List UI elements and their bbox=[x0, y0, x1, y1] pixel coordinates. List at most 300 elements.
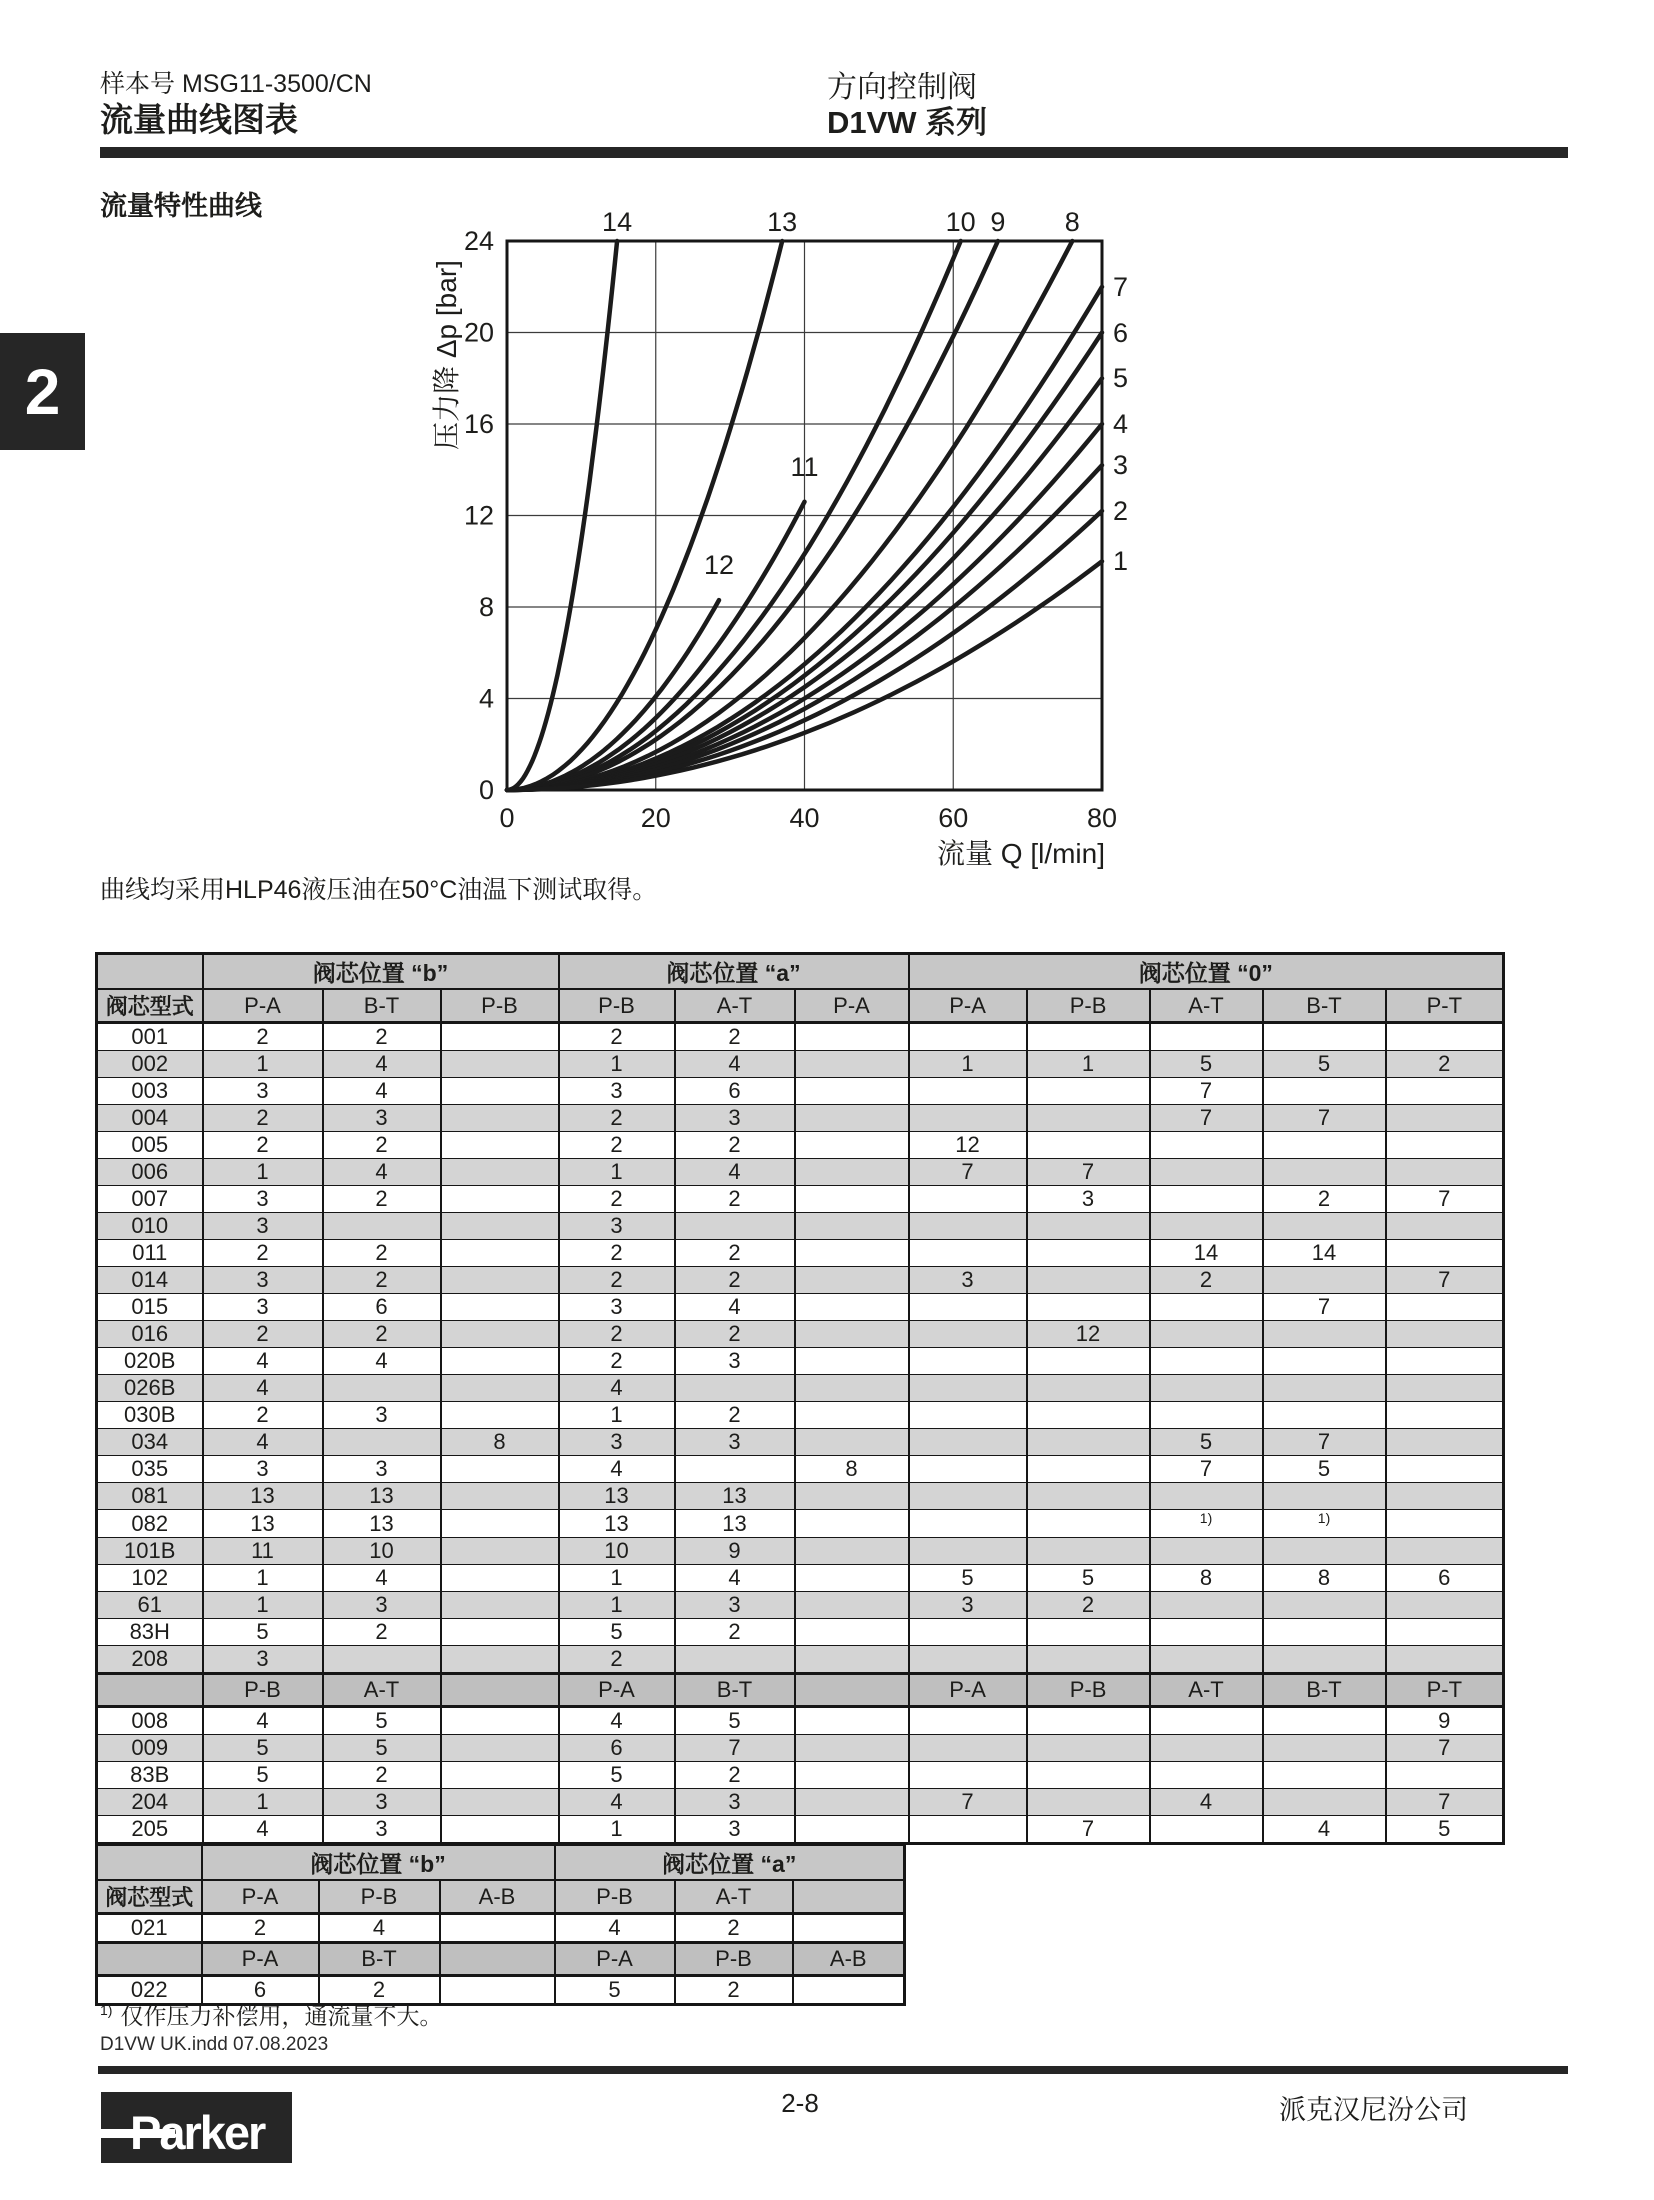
column-header: P-B bbox=[319, 1880, 440, 1914]
value-cell bbox=[795, 1375, 909, 1402]
spool-model: 004 bbox=[97, 1105, 203, 1132]
chapter-number: 2 bbox=[24, 355, 61, 428]
value-cell: 2 bbox=[323, 1321, 441, 1348]
value-cell: 4 bbox=[675, 1051, 795, 1078]
value-cell: 8 bbox=[1263, 1565, 1386, 1592]
value-cell bbox=[909, 1105, 1027, 1132]
table-section-2 bbox=[97, 1707, 1504, 1844]
spool-model: 003 bbox=[97, 1078, 203, 1105]
svg-text:2: 2 bbox=[1113, 496, 1129, 526]
group-header-a: 阀芯位置 “a” bbox=[559, 954, 909, 990]
value-cell bbox=[1027, 1619, 1150, 1646]
value-cell bbox=[795, 1619, 909, 1646]
value-cell bbox=[795, 1707, 909, 1735]
value-cell: 7 bbox=[1386, 1186, 1504, 1213]
value-cell bbox=[1027, 1456, 1150, 1483]
value-cell: 1 bbox=[559, 1565, 675, 1592]
value-cell: 3 bbox=[203, 1456, 323, 1483]
value-cell bbox=[795, 1483, 909, 1510]
value-cell: 2 bbox=[559, 1267, 675, 1294]
value-cell: 4 bbox=[675, 1159, 795, 1186]
value-cell: 5 bbox=[1263, 1051, 1386, 1078]
value-cell bbox=[909, 1646, 1027, 1674]
table-group-header-row bbox=[97, 954, 1504, 990]
table-row bbox=[97, 1707, 1504, 1735]
value-cell: 7 bbox=[1027, 1816, 1150, 1844]
value-cell: 2 bbox=[323, 1240, 441, 1267]
value-cell: 3 bbox=[323, 1592, 441, 1619]
svg-text:0: 0 bbox=[499, 803, 515, 833]
value-cell: 13 bbox=[323, 1510, 441, 1538]
value-cell bbox=[441, 1375, 559, 1402]
value-cell: 2 bbox=[319, 1976, 440, 2005]
value-cell: 4 bbox=[323, 1051, 441, 1078]
value-cell: 4 bbox=[203, 1707, 323, 1735]
value-cell bbox=[909, 1707, 1027, 1735]
value-cell bbox=[795, 1429, 909, 1456]
value-cell bbox=[795, 1592, 909, 1619]
footnote-marker: 1) bbox=[100, 2002, 113, 2019]
svg-text:7: 7 bbox=[1113, 272, 1129, 302]
series-name: D1VW 系列 bbox=[827, 105, 988, 140]
table-row bbox=[97, 1429, 1504, 1456]
value-cell bbox=[1386, 1132, 1504, 1159]
value-cell bbox=[795, 1186, 909, 1213]
value-cell bbox=[909, 1538, 1027, 1565]
value-cell: 2 bbox=[559, 1240, 675, 1267]
value-cell bbox=[1027, 1789, 1150, 1816]
value-cell: 3 bbox=[675, 1348, 795, 1375]
blank-cell bbox=[97, 1845, 202, 1881]
value-cell bbox=[795, 1735, 909, 1762]
spool-model: 204 bbox=[97, 1789, 203, 1816]
svg-text:24: 24 bbox=[463, 226, 494, 256]
spool-model: 006 bbox=[97, 1159, 203, 1186]
value-cell: 13 bbox=[675, 1510, 795, 1538]
value-cell bbox=[1263, 1735, 1386, 1762]
value-cell: 6 bbox=[559, 1735, 675, 1762]
svg-text:10: 10 bbox=[945, 207, 976, 237]
value-cell bbox=[909, 1429, 1027, 1456]
svg-text:4: 4 bbox=[478, 683, 494, 714]
value-cell bbox=[795, 1132, 909, 1159]
value-cell bbox=[1263, 1592, 1386, 1619]
table2-column-header-row bbox=[97, 1880, 905, 1914]
value-cell bbox=[1150, 1321, 1263, 1348]
value-cell: 10 bbox=[559, 1538, 675, 1565]
value-cell bbox=[441, 1592, 559, 1619]
value-cell: 3 bbox=[323, 1816, 441, 1844]
value-cell: 13 bbox=[203, 1510, 323, 1538]
column-header: A-B bbox=[440, 1880, 555, 1914]
value-cell: 7 bbox=[909, 1159, 1027, 1186]
column-header: B-T bbox=[319, 1943, 440, 1976]
value-cell: 2 bbox=[1027, 1592, 1150, 1619]
test-condition-note: 曲线均采用HLP46液压油在50°C油温下测试取得。 bbox=[100, 876, 658, 904]
value-cell bbox=[1027, 1735, 1150, 1762]
value-cell bbox=[441, 1132, 559, 1159]
value-cell bbox=[1027, 1510, 1150, 1538]
spool-model: 014 bbox=[97, 1267, 203, 1294]
value-cell: 5 bbox=[909, 1565, 1027, 1592]
value-cell bbox=[441, 1789, 559, 1816]
value-cell: 6 bbox=[202, 1976, 319, 2005]
value-cell bbox=[795, 1294, 909, 1321]
value-cell bbox=[1386, 1240, 1504, 1267]
value-cell bbox=[441, 1483, 559, 1510]
value-cell: 2 bbox=[1386, 1051, 1504, 1078]
curve-labels bbox=[602, 207, 1128, 580]
value-cell bbox=[1027, 1707, 1150, 1735]
value-cell: 3 bbox=[675, 1816, 795, 1844]
value-cell bbox=[909, 1186, 1027, 1213]
table-row bbox=[97, 1592, 1504, 1619]
column-header bbox=[97, 1943, 202, 1976]
value-cell bbox=[1027, 1483, 1150, 1510]
value-cell bbox=[1027, 1213, 1150, 1240]
value-cell: 4 bbox=[203, 1375, 323, 1402]
value-cell: 7 bbox=[1263, 1105, 1386, 1132]
value-cell bbox=[1263, 1023, 1386, 1051]
table-row bbox=[97, 1402, 1504, 1429]
value-cell bbox=[1386, 1294, 1504, 1321]
value-cell: 1 bbox=[559, 1159, 675, 1186]
value-cell bbox=[323, 1213, 441, 1240]
column-header: B-T bbox=[675, 1674, 795, 1707]
spool-model: 035 bbox=[97, 1456, 203, 1483]
value-cell bbox=[1263, 1375, 1386, 1402]
value-cell bbox=[441, 1159, 559, 1186]
svg-text:20: 20 bbox=[463, 317, 494, 348]
value-cell: 4 bbox=[675, 1565, 795, 1592]
value-cell bbox=[795, 1402, 909, 1429]
table-mid-header bbox=[97, 1674, 1504, 1707]
table-row bbox=[97, 1914, 905, 1943]
value-cell: 1) bbox=[1263, 1510, 1386, 1538]
value-cell: 6 bbox=[1386, 1565, 1504, 1592]
value-cell bbox=[909, 1619, 1027, 1646]
value-cell bbox=[323, 1429, 441, 1456]
value-cell bbox=[1150, 1348, 1263, 1375]
value-cell: 2 bbox=[323, 1186, 441, 1213]
value-cell bbox=[1386, 1456, 1504, 1483]
spool-model: 021 bbox=[97, 1914, 202, 1943]
value-cell bbox=[441, 1240, 559, 1267]
value-cell: 1 bbox=[203, 1565, 323, 1592]
value-cell bbox=[909, 1456, 1027, 1483]
value-cell: 2 bbox=[675, 1976, 793, 2005]
value-cell bbox=[909, 1402, 1027, 1429]
mid-header-row bbox=[97, 1943, 905, 1976]
section-title: 流量特性曲线 bbox=[100, 191, 262, 221]
value-cell bbox=[1263, 1321, 1386, 1348]
value-cell: 4 bbox=[323, 1159, 441, 1186]
value-cell: 2 bbox=[675, 1240, 795, 1267]
spool-type-header: 阀芯型式 bbox=[97, 1880, 202, 1914]
column-header bbox=[441, 1674, 559, 1707]
value-cell bbox=[1150, 1294, 1263, 1321]
group-header-b: 阀芯位置 “b” bbox=[203, 954, 559, 990]
value-cell: 1 bbox=[203, 1592, 323, 1619]
value-cell bbox=[1263, 1132, 1386, 1159]
value-cell: 2 bbox=[675, 1186, 795, 1213]
value-cell bbox=[1263, 1646, 1386, 1674]
value-cell bbox=[909, 1735, 1027, 1762]
column-header: P-B bbox=[1027, 989, 1150, 1023]
catalog-number: 样本号 MSG11-3500/CN bbox=[100, 70, 372, 98]
value-cell: 12 bbox=[1027, 1321, 1150, 1348]
value-cell: 1 bbox=[559, 1402, 675, 1429]
value-cell: 2 bbox=[323, 1023, 441, 1051]
value-cell: 4 bbox=[319, 1914, 440, 1943]
table-row bbox=[97, 1456, 1504, 1483]
value-cell: 2 bbox=[323, 1762, 441, 1789]
value-cell: 7 bbox=[1027, 1159, 1150, 1186]
value-cell: 4 bbox=[559, 1375, 675, 1402]
value-cell: 12 bbox=[909, 1132, 1027, 1159]
spool-model: 022 bbox=[97, 1976, 202, 2005]
value-cell: 3 bbox=[1027, 1186, 1150, 1213]
value-cell bbox=[1150, 1159, 1263, 1186]
value-cell bbox=[1150, 1213, 1263, 1240]
value-cell bbox=[1027, 1105, 1150, 1132]
value-cell bbox=[441, 1321, 559, 1348]
svg-text:4: 4 bbox=[1113, 409, 1129, 439]
value-cell bbox=[1150, 1483, 1263, 1510]
value-cell: 3 bbox=[675, 1592, 795, 1619]
value-cell: 3 bbox=[323, 1105, 441, 1132]
value-cell: 2 bbox=[203, 1321, 323, 1348]
footnote-text: 仅作压力补偿用，通流量不大。 bbox=[120, 2003, 443, 2029]
value-cell bbox=[675, 1456, 795, 1483]
group-header-b: 阀芯位置 “b” bbox=[202, 1845, 555, 1881]
value-cell: 2 bbox=[559, 1321, 675, 1348]
column-header: P-B bbox=[675, 1943, 793, 1976]
svg-text:20: 20 bbox=[640, 803, 671, 833]
table-row bbox=[97, 1646, 1504, 1674]
value-cell: 2 bbox=[203, 1240, 323, 1267]
value-cell: 8 bbox=[441, 1429, 559, 1456]
value-cell: 5 bbox=[1386, 1816, 1504, 1844]
value-cell: 8 bbox=[795, 1456, 909, 1483]
svg-text:流量 Q [l/min]: 流量 Q [l/min] bbox=[936, 838, 1105, 869]
value-cell: 4 bbox=[323, 1565, 441, 1592]
svg-text:11: 11 bbox=[790, 452, 819, 482]
parker-logo bbox=[101, 2092, 292, 2163]
column-header: P-B bbox=[559, 989, 675, 1023]
table-row bbox=[97, 1510, 1504, 1538]
value-cell: 5 bbox=[559, 1762, 675, 1789]
value-cell bbox=[1386, 1375, 1504, 1402]
value-cell: 2 bbox=[203, 1402, 323, 1429]
value-cell: 2 bbox=[202, 1914, 319, 1943]
value-cell: 5 bbox=[675, 1707, 795, 1735]
value-cell bbox=[1150, 1707, 1263, 1735]
value-cell: 4 bbox=[559, 1789, 675, 1816]
value-cell bbox=[909, 1762, 1027, 1789]
value-cell: 2 bbox=[559, 1132, 675, 1159]
value-cell bbox=[909, 1816, 1027, 1844]
svg-text:12: 12 bbox=[703, 550, 734, 580]
value-cell: 10 bbox=[323, 1538, 441, 1565]
value-cell: 7 bbox=[1150, 1105, 1263, 1132]
svg-text:8: 8 bbox=[478, 592, 494, 622]
spool-model: 009 bbox=[97, 1735, 203, 1762]
value-cell bbox=[1386, 1348, 1504, 1375]
svg-text:14: 14 bbox=[602, 207, 633, 237]
value-cell: 4 bbox=[203, 1348, 323, 1375]
value-cell bbox=[795, 1267, 909, 1294]
column-header bbox=[793, 1880, 905, 1914]
value-cell: 5 bbox=[1027, 1565, 1150, 1592]
table-row bbox=[97, 1267, 1504, 1294]
value-cell bbox=[1150, 1735, 1263, 1762]
spool-model: 002 bbox=[97, 1051, 203, 1078]
svg-text:1: 1 bbox=[1113, 546, 1129, 576]
value-cell: 2 bbox=[675, 1402, 795, 1429]
value-cell bbox=[795, 1213, 909, 1240]
value-cell bbox=[441, 1402, 559, 1429]
column-header: P-T bbox=[1386, 989, 1504, 1023]
spool-model: 015 bbox=[97, 1294, 203, 1321]
column-header: P-B bbox=[441, 989, 559, 1023]
value-cell bbox=[1150, 1186, 1263, 1213]
value-cell: 5 bbox=[1150, 1051, 1263, 1078]
value-cell bbox=[441, 1456, 559, 1483]
value-cell: 3 bbox=[203, 1267, 323, 1294]
svg-text:5: 5 bbox=[1113, 363, 1129, 393]
value-cell: 3 bbox=[559, 1213, 675, 1240]
value-cell bbox=[1027, 1348, 1150, 1375]
value-cell: 3 bbox=[203, 1646, 323, 1674]
svg-text:16: 16 bbox=[463, 409, 494, 439]
value-cell: 8 bbox=[1150, 1565, 1263, 1592]
value-cell bbox=[1263, 1762, 1386, 1789]
value-cell: 1 bbox=[559, 1592, 675, 1619]
value-cell: 1 bbox=[909, 1051, 1027, 1078]
table-row bbox=[97, 1213, 1504, 1240]
column-header: A-T bbox=[323, 1674, 441, 1707]
value-cell: 1 bbox=[1027, 1051, 1150, 1078]
value-cell bbox=[795, 1105, 909, 1132]
svg-text:3: 3 bbox=[1113, 450, 1129, 480]
value-cell bbox=[909, 1483, 1027, 1510]
value-cell bbox=[795, 1348, 909, 1375]
svg-text:压力降 Δp [bar]: 压力降 Δp [bar] bbox=[431, 260, 462, 450]
value-cell: 5 bbox=[323, 1707, 441, 1735]
value-cell: 9 bbox=[675, 1538, 795, 1565]
svg-text:40: 40 bbox=[789, 803, 820, 833]
value-cell bbox=[441, 1735, 559, 1762]
value-cell bbox=[1150, 1538, 1263, 1565]
column-header: P-A bbox=[909, 989, 1027, 1023]
value-cell: 2 bbox=[559, 1348, 675, 1375]
spool-model: 016 bbox=[97, 1321, 203, 1348]
value-cell bbox=[1386, 1510, 1504, 1538]
value-cell: 2 bbox=[675, 1132, 795, 1159]
value-cell bbox=[1386, 1078, 1504, 1105]
value-cell bbox=[441, 1646, 559, 1674]
value-cell: 3 bbox=[675, 1105, 795, 1132]
table-row bbox=[97, 1186, 1504, 1213]
value-cell: 4 bbox=[203, 1429, 323, 1456]
value-cell: 5 bbox=[203, 1619, 323, 1646]
column-header bbox=[97, 1674, 203, 1707]
value-cell: 3 bbox=[559, 1294, 675, 1321]
value-cell bbox=[441, 1707, 559, 1735]
value-cell bbox=[795, 1078, 909, 1105]
value-cell: 2 bbox=[323, 1619, 441, 1646]
column-header: P-A bbox=[909, 1674, 1027, 1707]
value-cell bbox=[795, 1565, 909, 1592]
value-cell bbox=[675, 1375, 795, 1402]
value-cell bbox=[1386, 1619, 1504, 1646]
flow-table-main bbox=[95, 952, 1505, 1845]
print-info: D1VW UK.indd 07.08.2023 bbox=[100, 2034, 329, 2055]
value-cell: 3 bbox=[675, 1429, 795, 1456]
value-cell: 9 bbox=[1386, 1707, 1504, 1735]
value-cell: 5 bbox=[555, 1976, 675, 2005]
value-cell: 2 bbox=[675, 1023, 795, 1051]
product-category: 方向控制阀 bbox=[827, 71, 977, 104]
value-cell bbox=[1027, 1267, 1150, 1294]
blank-cell bbox=[97, 954, 203, 990]
value-cell bbox=[675, 1646, 795, 1674]
value-cell bbox=[795, 1240, 909, 1267]
spool-model: 082 bbox=[97, 1510, 203, 1538]
value-cell: 3 bbox=[323, 1402, 441, 1429]
value-cell bbox=[909, 1510, 1027, 1538]
value-cell bbox=[1027, 1078, 1150, 1105]
value-cell: 5 bbox=[1263, 1456, 1386, 1483]
table-row bbox=[97, 1789, 1504, 1816]
spool-model: 83H bbox=[97, 1619, 203, 1646]
spool-model: 102 bbox=[97, 1565, 203, 1592]
svg-text:6: 6 bbox=[1113, 318, 1129, 348]
column-header bbox=[440, 1943, 555, 1976]
table-row bbox=[97, 1483, 1504, 1510]
value-cell bbox=[909, 1321, 1027, 1348]
svg-text:80: 80 bbox=[1086, 803, 1118, 833]
table-row bbox=[97, 1159, 1504, 1186]
value-cell bbox=[1386, 1592, 1504, 1619]
value-cell bbox=[795, 1646, 909, 1674]
value-cell: 5 bbox=[203, 1762, 323, 1789]
flow-table-secondary bbox=[95, 1843, 906, 2006]
value-cell: 2 bbox=[1263, 1186, 1386, 1213]
value-cell bbox=[1263, 1267, 1386, 1294]
value-cell bbox=[909, 1078, 1027, 1105]
value-cell: 3 bbox=[323, 1789, 441, 1816]
column-header: P-A bbox=[202, 1943, 319, 1976]
value-cell bbox=[795, 1510, 909, 1538]
value-cell: 11 bbox=[203, 1538, 323, 1565]
value-cell bbox=[1150, 1023, 1263, 1051]
spool-model: 208 bbox=[97, 1646, 203, 1674]
value-cell bbox=[795, 1023, 909, 1051]
group-header-a: 阀芯位置 “a” bbox=[555, 1845, 905, 1881]
table-row bbox=[97, 1619, 1504, 1646]
value-cell bbox=[1263, 1483, 1386, 1510]
value-cell bbox=[1150, 1132, 1263, 1159]
page-number: 2-8 bbox=[781, 2088, 819, 2118]
value-cell: 1) bbox=[1150, 1510, 1263, 1538]
value-cell bbox=[795, 1789, 909, 1816]
value-cell bbox=[1263, 1159, 1386, 1186]
value-cell: 7 bbox=[1386, 1267, 1504, 1294]
svg-text:0: 0 bbox=[478, 775, 494, 805]
value-cell bbox=[1027, 1240, 1150, 1267]
